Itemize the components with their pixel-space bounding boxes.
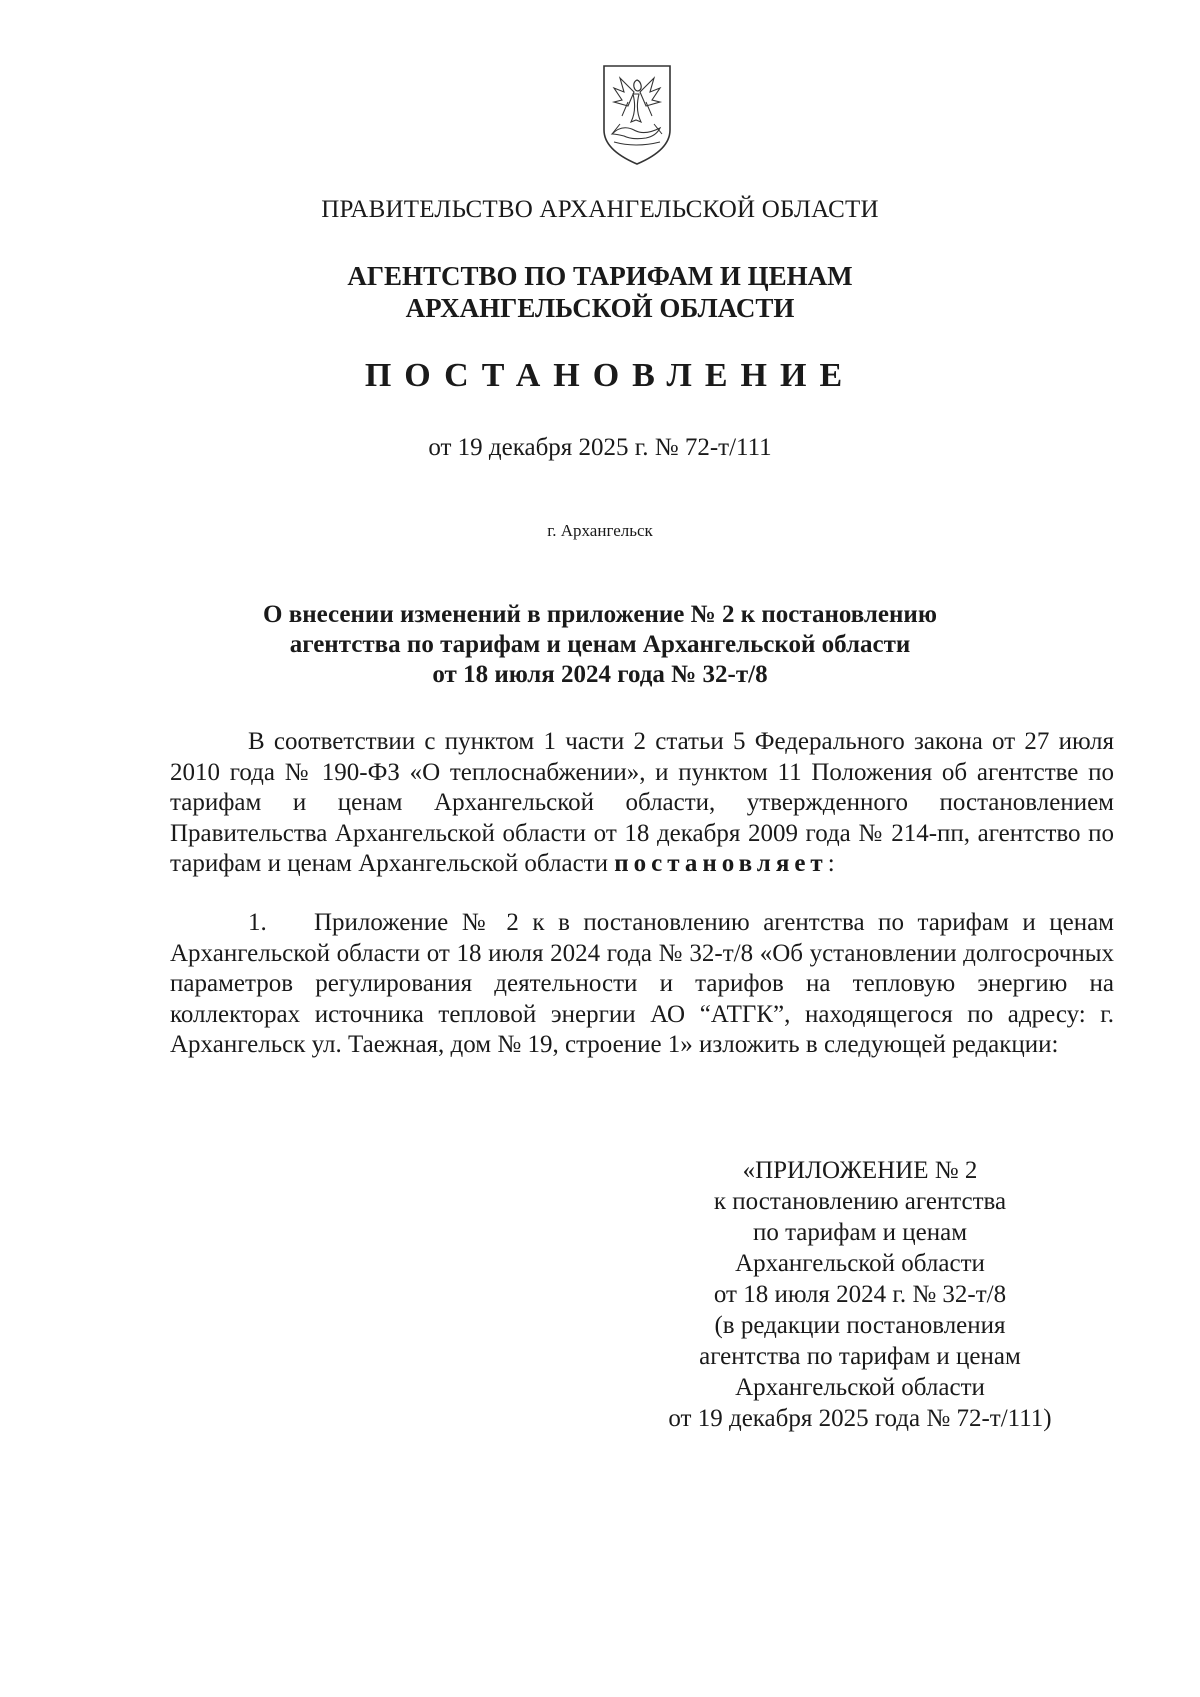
agency-title	[0, 260, 1200, 324]
subject-line3: от 18 июля 2024 года № 32-т/8	[432, 661, 768, 688]
appendix-line: «ПРИЛОЖЕНИЕ № 2	[742, 1157, 978, 1184]
resolves-word: постановляет	[614, 850, 828, 877]
coat-of-arms-emblem	[600, 62, 674, 166]
appendix-line: от 18 июля 2024 г. № 32-т/8	[713, 1281, 1007, 1308]
preamble-text: В соответствии с пунктом 1 части 2 статьи 5 Федерального закона от 27 июля 2010 года № 190-ФЗ «О теплоснабжении», и пунктом 11 Положения об агентстве по тарифам и ценам Архангельской области, утвержденного постановлением Правительства Архангельской области от 18 декабря 2009 года № 214-пп, агентство по тарифам и ценам Архангельской области	[170, 728, 1114, 877]
appendix-header	[640, 1155, 1080, 1434]
document-subject	[0, 600, 1200, 690]
appendix-line: от 19 декабря 2025 года № 72-т/111)	[668, 1405, 1052, 1432]
government-title: ПРАВИТЕЛЬСТВО АРХАНГЕЛЬСКОЙ ОБЛАСТИ	[321, 196, 879, 223]
appendix-line: к постановлению агентства	[713, 1188, 1007, 1215]
item-number: 1.	[248, 909, 267, 936]
appendix-line: Архангельской области	[735, 1374, 985, 1401]
document-city: г. Архангельск	[547, 521, 653, 540]
appendix-line: по тарифам и ценам	[752, 1219, 968, 1246]
agency-title-line2: АРХАНГЕЛЬСКОЙ ОБЛАСТИ	[405, 293, 795, 323]
item-paragraph-1	[170, 908, 1114, 1061]
appendix-line: (в редакции постановления	[714, 1312, 1006, 1339]
preamble-colon: :	[827, 850, 835, 877]
subject-line2: агентства по тарифам и ценам Архангельской области	[289, 631, 911, 658]
document-date-number: от 19 декабря 2025 г. № 72-т/111	[428, 434, 772, 461]
subject-line1: О внесении изменений в приложение № 2 к постановлению	[263, 601, 937, 628]
preamble-paragraph	[170, 727, 1114, 880]
appendix-line: агентства по тарифам и ценам	[699, 1343, 1021, 1370]
document-type-title: ПОСТАНОВЛЕНИЕ	[364, 357, 856, 394]
agency-title-line1: АГЕНТСТВО ПО ТАРИФАМ И ЦЕНАМ	[347, 261, 853, 291]
appendix-line: Архангельской области	[735, 1250, 985, 1277]
item-text: Приложение № 2 к в постановлению агентства по тарифам и ценам Архангельской области от 18 июля 2024 года № 32-т/8 «Об установлении долгосрочных параметров регулирования деятельности и тарифов на тепловую энергию на коллекторах источника тепловой энергии АО “АТГК”, находящегося по адресу: г. Архангельск ул. Таежная, дом № 19, строение 1» изложить в следующей редакции:	[170, 909, 1114, 1058]
